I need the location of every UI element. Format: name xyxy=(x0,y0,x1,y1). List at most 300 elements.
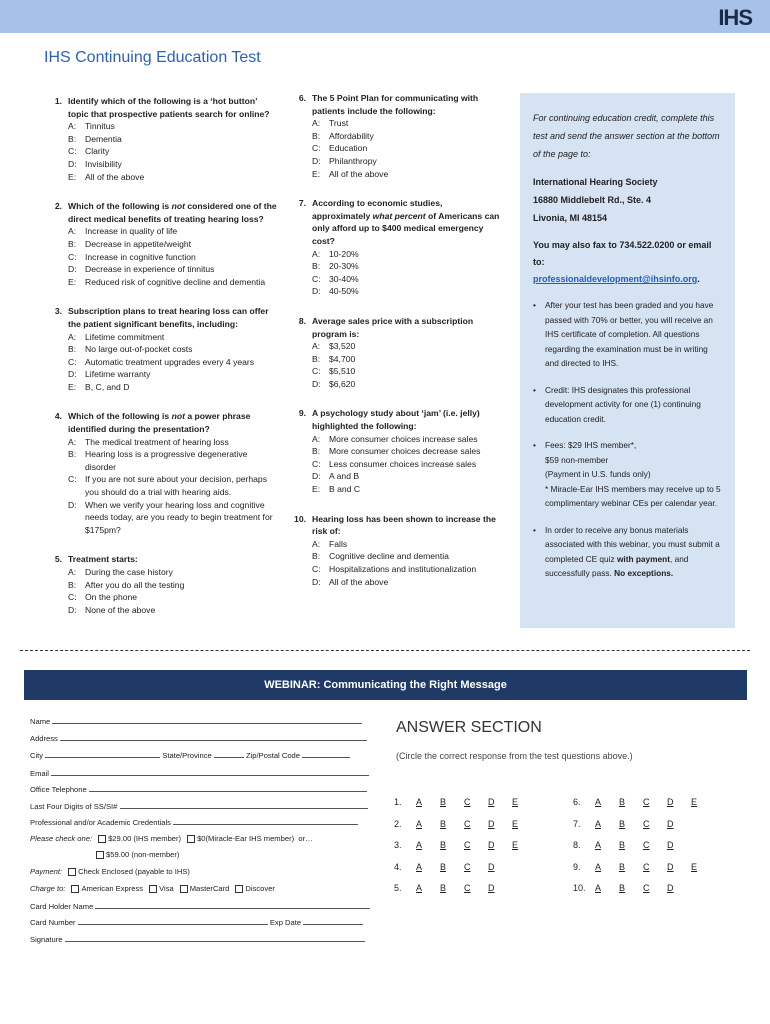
questions-column-right xyxy=(290,92,500,588)
question xyxy=(290,513,500,589)
option-letter: D: xyxy=(68,264,77,275)
option-letter: B: xyxy=(68,238,77,249)
option-text: $3,520 xyxy=(329,341,356,352)
option-letter: A: xyxy=(312,341,321,352)
email-label: Email xyxy=(30,769,49,778)
option-letter: A: xyxy=(312,118,321,129)
option-letter: B: xyxy=(312,353,321,364)
answer-choice[interactable]: A xyxy=(595,883,602,893)
option-letter: A: xyxy=(68,436,77,447)
answer-option xyxy=(46,225,278,238)
option-letter: A: xyxy=(312,538,321,549)
option-text: 40-50% xyxy=(329,286,359,297)
question-text: Identify which of the following is a ‘hot button’ topic that prospective patients search for online? xyxy=(68,96,270,119)
answer-row xyxy=(573,840,691,850)
question-number: 7. xyxy=(298,198,306,209)
answer-choice[interactable]: C xyxy=(643,818,650,829)
option-letter: C: xyxy=(312,458,321,469)
option-text: None of the above xyxy=(85,604,156,615)
option-text: Automatic treatment upgrades every 4 years xyxy=(85,356,255,367)
instructions-sidebar xyxy=(520,93,735,628)
answer-option xyxy=(46,436,278,449)
answer-choice[interactable]: E xyxy=(512,797,519,807)
visa-checkbox[interactable] xyxy=(149,885,157,893)
signature-label: Signature xyxy=(30,935,63,944)
option-text: Trust xyxy=(329,118,349,129)
option-letter: C: xyxy=(68,251,77,262)
top-bar xyxy=(0,0,770,33)
answer-option xyxy=(46,604,278,617)
answer-option xyxy=(290,576,500,589)
name-label: Name xyxy=(30,717,51,726)
question xyxy=(46,95,278,183)
option-text: B, C, and D xyxy=(85,381,130,392)
card-holder-field[interactable] xyxy=(95,901,370,909)
info-bullet xyxy=(533,298,723,371)
answer-section-subtitle: (Circle the correct response from the test questions above.) xyxy=(396,751,633,761)
answer-choice[interactable]: A xyxy=(416,883,423,893)
question xyxy=(46,553,278,616)
answer-option xyxy=(46,343,278,356)
answer-choice[interactable]: A xyxy=(416,797,423,807)
bullet-text: Fees: $29 IHS member*, $59 non-member (Payment in U.S. funds only) * Miracle-Ear IHS members may receive up to 5 complimentary webinar CEs per calendar year. xyxy=(545,440,721,508)
credentials-label: Professional and/or Academic Credentials xyxy=(30,818,171,827)
answer-option xyxy=(46,171,278,184)
answer-option xyxy=(290,248,500,261)
email-suffix: . xyxy=(697,274,700,284)
fax-email-info xyxy=(533,237,723,288)
option-letter: B: xyxy=(312,446,321,457)
answer-option xyxy=(290,340,500,353)
option-text: Reduced risk of cognitive decline and dementia xyxy=(85,276,266,287)
option-text: Decrease in experience of tinnitus xyxy=(85,264,215,275)
answer-choice[interactable]: D xyxy=(667,818,674,829)
option-letter: B: xyxy=(68,449,77,460)
option-text: $5,510 xyxy=(329,366,356,377)
question-number: 5. xyxy=(54,554,62,565)
option-letter: B: xyxy=(68,133,77,144)
info-bullet xyxy=(533,438,723,511)
answer-choice[interactable]: B xyxy=(440,818,447,829)
option-letter: A: xyxy=(312,433,321,444)
option-text: A and B xyxy=(329,471,360,482)
question-stem xyxy=(290,407,500,432)
answer-choice[interactable]: C xyxy=(643,840,650,850)
answer-choice[interactable]: C xyxy=(464,883,471,893)
option-text: Tinnitus xyxy=(85,121,115,132)
answer-option xyxy=(46,499,278,537)
option-letter: D: xyxy=(312,155,321,166)
bullet-icon: • xyxy=(533,524,536,535)
option-text: No large out-of-pocket costs xyxy=(85,344,193,355)
option-letter: B: xyxy=(68,344,77,355)
answer-number: 4. xyxy=(394,861,402,872)
question xyxy=(290,407,500,495)
exp-field[interactable] xyxy=(303,917,363,925)
question-text: Which of the following is not a power phrase identified during the presentation? xyxy=(68,411,251,435)
option-text: All of the above xyxy=(329,576,389,587)
phone-field[interactable] xyxy=(89,784,367,792)
card-number-field[interactable] xyxy=(78,917,268,925)
answer-choice[interactable]: C xyxy=(464,840,471,850)
answer-choice[interactable]: B xyxy=(619,861,626,872)
question-text: Average sales price with a subscription program is: xyxy=(312,315,474,339)
option-text: Education xyxy=(329,143,368,154)
option-letter: B: xyxy=(312,551,321,562)
or-label: or… xyxy=(298,834,313,843)
answer-option xyxy=(46,381,278,394)
answer-choice[interactable]: B xyxy=(440,861,447,872)
answer-option xyxy=(290,445,500,458)
option-text: Increase in quality of life xyxy=(85,226,178,237)
fee-ihs-label: $29.00 (IHS member) xyxy=(108,834,182,843)
discover-checkbox[interactable] xyxy=(235,885,243,893)
option-text: 20-30% xyxy=(329,261,359,272)
answer-number: 1. xyxy=(394,797,402,807)
answer-choice[interactable]: E xyxy=(512,818,519,829)
question-number: 10. xyxy=(294,513,306,524)
option-text: After you do all the testing xyxy=(85,579,185,590)
option-text: If you are not sure about your decision, perhaps you should do a trial with hearing aids. xyxy=(85,474,268,498)
answer-option xyxy=(46,331,278,344)
question xyxy=(290,197,500,298)
answer-option xyxy=(46,145,278,158)
answer-row xyxy=(573,797,715,807)
option-text: The medical treatment of hearing loss xyxy=(85,436,229,447)
option-letter: D: xyxy=(312,471,321,482)
answer-option xyxy=(290,470,500,483)
option-text: Decrease in appetite/weight xyxy=(85,238,192,249)
option-text: During the case history xyxy=(85,567,173,577)
answer-number: 3. xyxy=(394,840,402,850)
question-text: The 5 Point Plan for communicating with patients include the following: xyxy=(312,93,479,116)
option-letter: B: xyxy=(312,261,321,272)
option-letter: C: xyxy=(312,366,321,377)
answer-choice[interactable]: E xyxy=(691,861,698,872)
answer-choice[interactable]: E xyxy=(691,797,698,807)
question-number: 6. xyxy=(298,93,306,103)
option-letter: E: xyxy=(312,168,321,179)
bullet-text: In order to receive any bonus materials associated with this webinar, you must submit a completed CE quiz with payment, and successfully pass. No exceptions. xyxy=(545,524,720,578)
fee-miracle-ear-checkbox[interactable] xyxy=(187,835,195,843)
answer-option xyxy=(290,365,500,378)
answer-option xyxy=(290,458,500,471)
option-text: $4,700 xyxy=(329,353,356,364)
question-number: 9. xyxy=(298,408,306,419)
answer-choice[interactable]: A xyxy=(595,861,602,872)
answer-row xyxy=(573,883,691,893)
answer-option xyxy=(46,251,278,264)
signature-field[interactable] xyxy=(65,934,365,942)
fee-ihs-checkbox[interactable] xyxy=(98,835,106,843)
question-stem xyxy=(46,305,278,330)
question xyxy=(46,410,278,536)
answer-row xyxy=(573,862,715,872)
answer-number: 2. xyxy=(394,818,402,829)
option-text: Hearing loss is a progressive degenerative disorder xyxy=(85,449,248,472)
page-title: IHS Continuing Education Test xyxy=(44,49,261,66)
option-letter: D: xyxy=(68,499,77,510)
address-label: Address xyxy=(30,734,58,743)
check-one-label: Please check one: xyxy=(30,834,93,843)
answer-option xyxy=(46,238,278,251)
answer-option xyxy=(290,260,500,273)
answer-option xyxy=(46,158,278,171)
answer-choice[interactable]: D xyxy=(488,883,495,893)
address-field[interactable] xyxy=(60,733,367,741)
visa-label: Visa xyxy=(159,884,174,893)
answer-option xyxy=(290,273,500,286)
option-text: Dementia xyxy=(85,133,122,144)
answer-option xyxy=(46,368,278,381)
option-text: Invisibility xyxy=(85,158,122,169)
answer-row xyxy=(394,883,512,893)
check-enclosed-label: Check Enclosed (payable to IHS) xyxy=(78,867,190,876)
mastercard-checkbox[interactable] xyxy=(180,885,188,893)
answer-row xyxy=(394,862,512,872)
answer-number: 6. xyxy=(573,797,581,807)
question-stem xyxy=(46,95,278,120)
option-letter: E: xyxy=(312,484,321,495)
answer-option xyxy=(290,353,500,366)
option-text: 30-40% xyxy=(329,273,359,284)
answer-choice[interactable]: D xyxy=(667,883,674,893)
answer-choice[interactable]: A xyxy=(595,840,602,850)
bullet-text: After your test has been graded and you have passed with 70% or better, you will receive an IHS certificate of completion. All questions regarding the examination must be in writing and directed to IHS. xyxy=(545,300,714,368)
question xyxy=(290,92,500,180)
answer-choice[interactable]: D xyxy=(488,797,495,807)
answer-choice[interactable]: D xyxy=(667,797,674,807)
credentials-field[interactable] xyxy=(173,817,358,825)
option-text: Affordability xyxy=(329,130,374,141)
answer-choice[interactable]: A xyxy=(595,818,602,829)
option-text: 10-20% xyxy=(329,248,359,259)
question xyxy=(46,200,278,288)
answer-option xyxy=(46,356,278,369)
answer-row xyxy=(394,797,536,807)
question-text: Hearing loss has been shown to increase the risk of: xyxy=(312,513,496,537)
option-text: $6,620 xyxy=(329,378,356,389)
option-letter: A: xyxy=(68,121,77,132)
option-text: When we verify your hearing loss and cognitive needs today, are you ready to begin treatment for $175pm? xyxy=(85,499,273,535)
answer-choice[interactable]: A xyxy=(416,840,423,850)
option-letter: A: xyxy=(68,567,77,577)
answer-option xyxy=(46,263,278,276)
option-text: All of the above xyxy=(85,171,145,182)
answer-choice[interactable]: E xyxy=(512,840,519,850)
option-letter: A: xyxy=(68,226,77,237)
answer-choice[interactable]: A xyxy=(416,818,423,829)
answer-row xyxy=(394,840,536,850)
answer-option xyxy=(290,142,500,155)
email-link[interactable]: professionaldevelopment@ihsinfo.org xyxy=(533,274,698,284)
questions-column-left xyxy=(46,95,278,616)
question-text: Treatment starts: xyxy=(68,554,138,565)
option-text: On the phone xyxy=(85,592,138,603)
payment-label: Payment: xyxy=(30,867,63,876)
ssn-field[interactable] xyxy=(120,801,368,809)
option-letter: E: xyxy=(68,276,77,287)
answer-option xyxy=(290,550,500,563)
check-enclosed-checkbox[interactable] xyxy=(68,868,76,876)
ssn-label: Last Four Digits of SS/SI# xyxy=(30,802,118,811)
answer-choice[interactable]: D xyxy=(488,861,495,872)
org-name: International Hearing Society xyxy=(533,177,658,187)
city-label: City xyxy=(30,751,44,760)
option-letter: C: xyxy=(68,474,77,485)
question-stem xyxy=(46,410,278,435)
option-letter: B: xyxy=(312,130,321,141)
answer-choice[interactable]: B xyxy=(440,883,447,893)
answer-choice[interactable]: B xyxy=(440,797,447,807)
answer-choice[interactable]: D xyxy=(667,861,674,872)
answer-option xyxy=(46,133,278,146)
city-field[interactable] xyxy=(45,750,160,758)
answer-choice[interactable]: B xyxy=(619,840,626,850)
option-text: More consumer choices increase sales xyxy=(329,433,478,444)
question-text: A psychology study about ‘jam’ (i.e. jelly) highlighted the following: xyxy=(312,408,480,432)
amex-checkbox[interactable] xyxy=(71,885,79,893)
answer-choice[interactable]: D xyxy=(488,840,495,850)
question-number: 2. xyxy=(54,201,62,212)
question-text: Subscription plans to treat hearing loss can offer the patient significant benefits, including: xyxy=(68,306,269,329)
answer-choice[interactable]: B xyxy=(619,818,626,829)
option-text: More consumer choices decrease sales xyxy=(329,446,481,457)
answer-option xyxy=(46,566,278,579)
question-stem xyxy=(290,92,500,117)
exp-label: Exp Date xyxy=(269,918,302,927)
option-letter: D: xyxy=(68,604,77,615)
amex-label: American Express xyxy=(81,884,144,893)
email-field[interactable] xyxy=(51,768,369,776)
option-letter: A: xyxy=(68,331,77,342)
answer-choice[interactable]: C xyxy=(643,797,650,807)
option-text: Increase in cognitive function xyxy=(85,251,196,262)
option-text: Hospitalizations and institutionalization xyxy=(329,564,477,574)
option-letter: D: xyxy=(312,378,321,389)
bullet-icon: • xyxy=(533,300,536,310)
ihs-logo: IHS xyxy=(718,5,752,30)
zip-label: Zip/Postal Code xyxy=(245,751,300,760)
answer-option xyxy=(290,285,500,298)
answer-option xyxy=(46,448,278,473)
option-text: Less consumer choices increase sales xyxy=(329,458,477,469)
answer-option xyxy=(46,473,278,498)
name-field[interactable] xyxy=(52,716,362,724)
state-field[interactable] xyxy=(214,750,244,758)
zip-field[interactable] xyxy=(302,750,350,758)
question-number: 1. xyxy=(54,96,62,106)
option-letter: C: xyxy=(312,143,321,154)
charge-to-label: Charge to: xyxy=(30,884,66,893)
answer-number: 10. xyxy=(573,883,586,893)
webinar-banner: WEBINAR: Communicating the Right Message xyxy=(24,670,747,700)
state-label: State/Province xyxy=(162,751,212,760)
answer-number: 9. xyxy=(573,861,581,872)
question-text: According to economic studies, approximately what percent of Americans can only afford up to $400 medical emergency cost? xyxy=(312,198,500,246)
discover-label: Discover xyxy=(245,884,275,893)
option-letter: C: xyxy=(68,146,77,157)
option-letter: D: xyxy=(312,576,321,587)
option-text: Falls xyxy=(329,538,348,549)
instructions-intro: For continuing education credit, complete this test and send the answer section at the bottom of the page to: xyxy=(533,113,720,159)
answer-choice[interactable]: C xyxy=(464,861,471,872)
option-letter: C: xyxy=(312,273,321,284)
answer-choice[interactable]: A xyxy=(595,797,602,807)
cut-line xyxy=(20,650,750,651)
answer-option xyxy=(46,579,278,592)
card-holder-label: Card Holder Name xyxy=(30,902,94,911)
answer-option xyxy=(290,433,500,446)
answer-number: 5. xyxy=(394,883,402,893)
answer-choice[interactable]: B xyxy=(619,883,626,893)
answer-choice[interactable]: C xyxy=(464,818,471,829)
answer-number: 8. xyxy=(573,840,581,850)
question-number: 4. xyxy=(54,411,62,422)
answer-option xyxy=(290,130,500,143)
fax-text: You may also fax to 734.522.0200 or email to: xyxy=(533,240,712,267)
bullet-icon: • xyxy=(533,440,536,450)
answer-option xyxy=(290,538,500,551)
answer-option xyxy=(46,276,278,289)
answer-choice[interactable]: B xyxy=(619,797,626,807)
bullet-text: Credit: IHS designates this professional development activity for one (1) continuing education credit. xyxy=(545,384,701,424)
info-bullet xyxy=(533,383,723,427)
answer-choice[interactable]: C xyxy=(643,861,650,872)
option-text: Philanthropy xyxy=(329,155,377,166)
question-text: Which of the following is not considered one of the direct medical benefits of treating hearing loss? xyxy=(68,201,277,224)
option-letter: C: xyxy=(68,592,77,603)
answer-choice[interactable]: C xyxy=(464,797,471,807)
question-stem xyxy=(46,200,278,225)
street-address: 16880 Middlebelt Rd., Ste. 4 xyxy=(533,195,652,205)
option-letter: C: xyxy=(68,356,77,367)
city-address: Livonia, MI 48154 xyxy=(533,213,608,223)
fee-nonmember-label: $59.00 (non-member) xyxy=(106,850,180,859)
option-text: Lifetime warranty xyxy=(85,369,151,380)
answer-option xyxy=(290,563,500,576)
answer-option xyxy=(290,155,500,168)
question-stem xyxy=(290,315,500,340)
mailing-address xyxy=(533,173,723,227)
info-bullets xyxy=(533,298,723,581)
option-text: Clarity xyxy=(85,146,110,157)
answer-choice[interactable]: D xyxy=(488,818,495,829)
answer-choice[interactable]: D xyxy=(667,840,674,850)
answer-option xyxy=(290,117,500,130)
mastercard-label: MasterCard xyxy=(189,884,230,893)
fee-nonmember-checkbox[interactable] xyxy=(96,851,104,859)
answer-option xyxy=(290,483,500,496)
question-stem xyxy=(46,553,278,566)
option-letter: C: xyxy=(312,564,321,574)
answer-choice[interactable]: C xyxy=(643,883,650,893)
answer-option xyxy=(290,378,500,391)
option-text: All of the above xyxy=(329,168,389,179)
question-stem xyxy=(290,197,500,247)
answer-choice[interactable]: B xyxy=(440,840,447,850)
answer-row xyxy=(394,819,536,829)
option-text: B and C xyxy=(329,484,361,495)
question xyxy=(290,315,500,391)
option-letter: D: xyxy=(68,369,77,380)
option-letter: A: xyxy=(312,248,321,259)
bullet-icon: • xyxy=(533,384,536,395)
answer-choice[interactable]: A xyxy=(416,861,423,872)
option-letter: D: xyxy=(68,158,77,169)
option-letter: B: xyxy=(68,579,77,590)
question-number: 8. xyxy=(298,315,306,326)
